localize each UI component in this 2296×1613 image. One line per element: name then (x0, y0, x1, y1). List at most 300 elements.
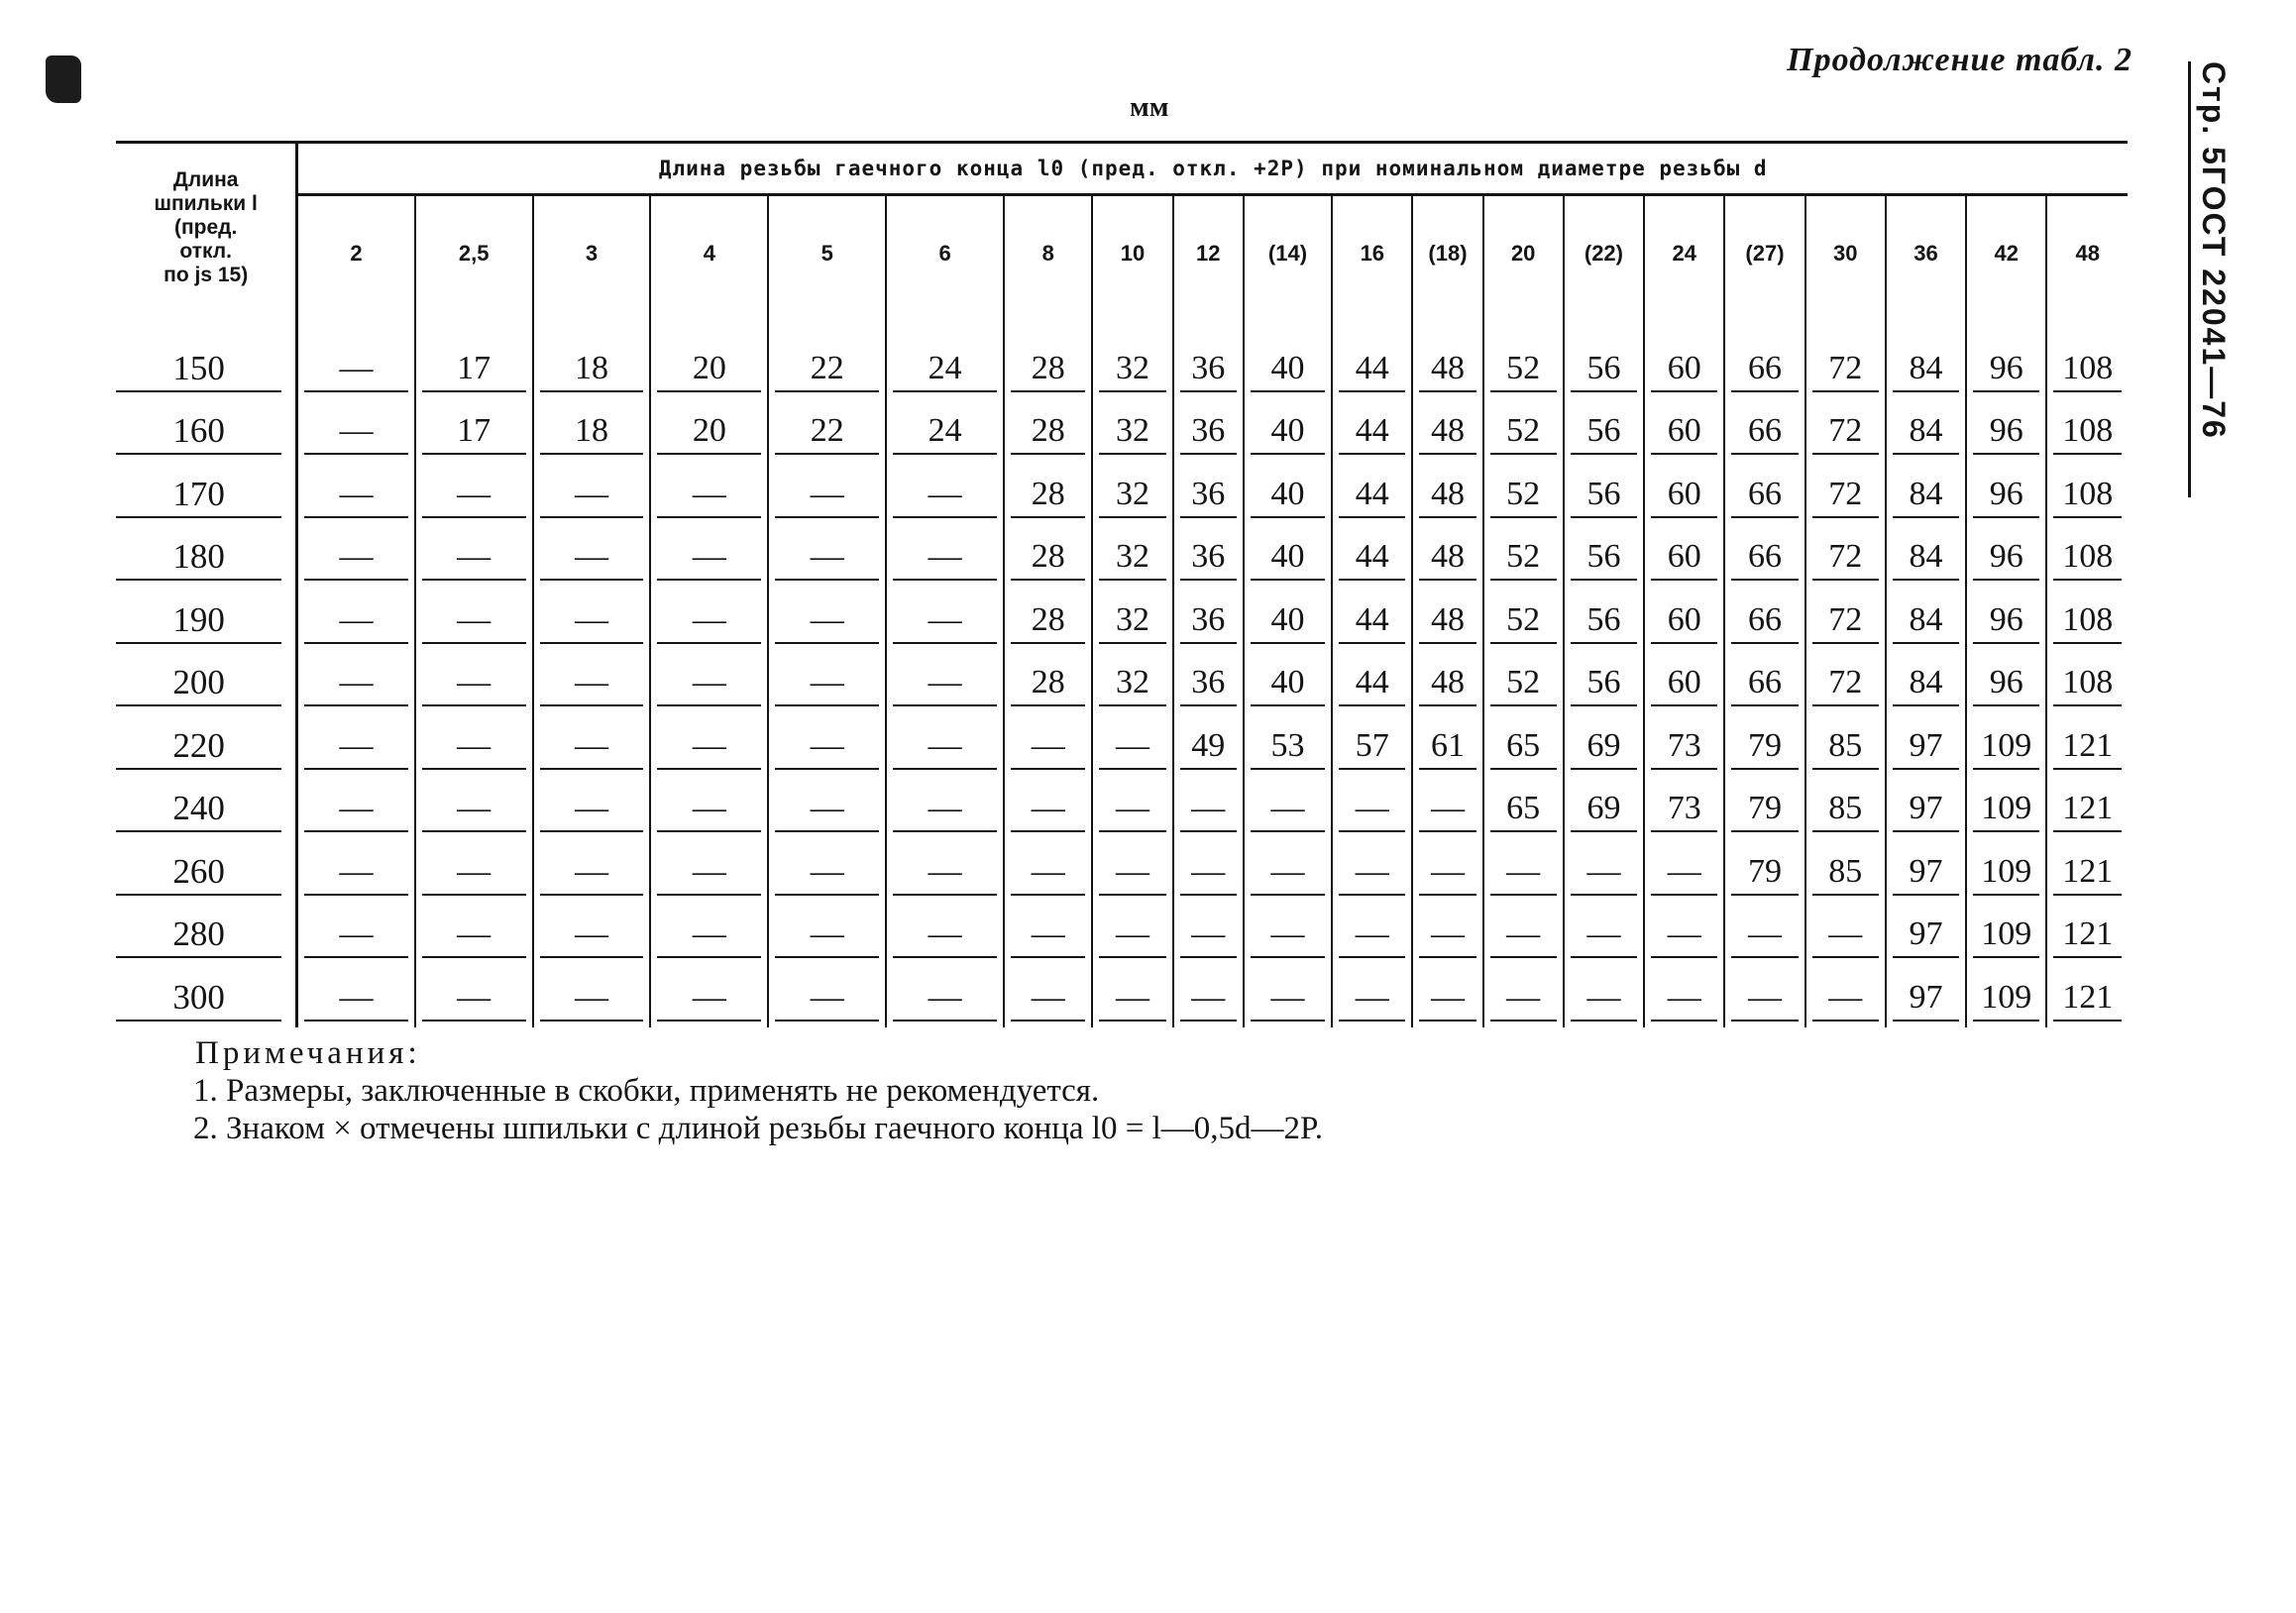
value-text: 28 (1011, 341, 1085, 392)
value-cell (1244, 335, 1332, 398)
value-text: 72 (1812, 341, 1879, 392)
value-text: 18 (540, 403, 644, 455)
value-cell (1886, 838, 1966, 902)
value-text: 121 (2053, 907, 2122, 958)
value-cell (1966, 902, 2046, 965)
diameter-header: 16 (1332, 195, 1412, 312)
length-cell (116, 902, 297, 965)
value-cell (768, 776, 886, 839)
value-cell (768, 902, 886, 965)
value-cell (886, 650, 1004, 713)
value-cell (1886, 587, 1966, 650)
value-text: 60 (1651, 467, 1717, 518)
value-cell (1724, 838, 1804, 902)
value-cell (1564, 712, 1644, 776)
value-text: 36 (1180, 592, 1237, 644)
value-cell (1244, 776, 1332, 839)
value-cell (1092, 524, 1172, 588)
value-cell (1886, 461, 1966, 524)
diameter-header: (22) (1564, 195, 1644, 312)
value-cell (1966, 838, 2046, 902)
value-cell (1483, 776, 1564, 839)
value-text: 40 (1251, 403, 1325, 455)
value-cell (650, 335, 768, 398)
value-cell (2046, 461, 2128, 524)
diameter-header: 4 (650, 195, 768, 312)
value-cell (1805, 902, 1886, 965)
value-text: 108 (2053, 403, 2122, 455)
value-cell (2046, 524, 2128, 588)
value-cell (2046, 902, 2128, 965)
table-row (116, 461, 2128, 524)
value-text: 32 (1099, 403, 1165, 455)
value-cell (1966, 524, 2046, 588)
diameter-header: 6 (886, 195, 1004, 312)
value-text: — (1251, 970, 1325, 1022)
value-text: 44 (1339, 529, 1405, 581)
value-text: — (657, 907, 761, 958)
value-text: 109 (1973, 718, 2039, 770)
value-text: 20 (657, 403, 761, 455)
diameter-header: 12 (1173, 195, 1244, 312)
value-cell (1173, 587, 1244, 650)
value-cell (1724, 712, 1804, 776)
length-value: 180 (116, 529, 281, 581)
value-text: — (1339, 781, 1405, 832)
value-cell (1805, 838, 1886, 902)
value-text: — (775, 970, 879, 1022)
value-text: 84 (1893, 403, 1959, 455)
diameter-header: 20 (1483, 195, 1564, 312)
value-cell (1332, 650, 1412, 713)
value-cell (1966, 650, 2046, 713)
value-cell (768, 524, 886, 588)
value-text: — (1251, 781, 1325, 832)
thread-length-header: Длина резьбы гаечного конца l0 (пред. откл. +2P) при номинальном диаметре резьбы d (297, 143, 2128, 195)
length-value: 190 (116, 592, 281, 644)
value-cell (886, 398, 1004, 462)
value-text: — (540, 655, 644, 706)
value-text: 96 (1973, 467, 2039, 518)
value-cell (1412, 335, 1482, 398)
value-text: — (657, 781, 761, 832)
table-row (116, 524, 2128, 588)
value-text: — (1011, 718, 1085, 770)
table-row (116, 838, 2128, 902)
value-cell (415, 461, 533, 524)
value-cell (1724, 335, 1804, 398)
value-text: — (540, 467, 644, 518)
value-text: 96 (1973, 655, 2039, 706)
value-cell (1092, 838, 1172, 902)
value-text: 52 (1490, 592, 1557, 644)
value-text: 22 (775, 403, 879, 455)
value-cell (1564, 461, 1644, 524)
value-text: 32 (1099, 655, 1165, 706)
value-text: 108 (2053, 467, 2122, 518)
value-cell (1004, 587, 1092, 650)
value-cell (2046, 838, 2128, 902)
value-cell (415, 776, 533, 839)
value-text: — (540, 844, 644, 896)
value-text: — (1419, 844, 1476, 896)
value-cell (1092, 902, 1172, 965)
value-text: 121 (2053, 718, 2122, 770)
value-cell (1412, 587, 1482, 650)
value-cell (1886, 902, 1966, 965)
value-text: 48 (1419, 341, 1476, 392)
value-text: — (540, 907, 644, 958)
value-cell (1244, 838, 1332, 902)
value-cell (1724, 964, 1804, 1027)
value-text: — (1731, 970, 1798, 1022)
length-header-line: (пред. (174, 215, 238, 239)
value-text: 96 (1973, 341, 2039, 392)
value-text: — (304, 592, 407, 644)
value-cell (650, 902, 768, 965)
value-text: 97 (1893, 907, 1959, 958)
value-text: 61 (1419, 718, 1476, 770)
value-text: — (657, 529, 761, 581)
value-text: 36 (1180, 403, 1237, 455)
value-cell (1332, 902, 1412, 965)
value-text: 60 (1651, 655, 1717, 706)
value-text: 28 (1011, 592, 1085, 644)
diameter-header: (18) (1412, 195, 1482, 312)
diameter-header: 5 (768, 195, 886, 312)
value-cell (533, 524, 651, 588)
length-value: 200 (116, 655, 281, 706)
value-text: 49 (1180, 718, 1237, 770)
value-text: 20 (657, 341, 761, 392)
value-cell (415, 587, 533, 650)
value-cell (1483, 902, 1564, 965)
value-text: — (657, 467, 761, 518)
value-text: — (422, 718, 526, 770)
value-text: 44 (1339, 655, 1405, 706)
value-text: 52 (1490, 529, 1557, 581)
value-cell (886, 461, 1004, 524)
value-text: — (1011, 907, 1085, 958)
length-cell (116, 712, 297, 776)
value-text: — (775, 718, 879, 770)
value-cell (1004, 335, 1092, 398)
value-text: — (422, 844, 526, 896)
length-value: 240 (116, 781, 281, 832)
value-text: 72 (1812, 592, 1879, 644)
value-cell (297, 776, 415, 839)
notes-title: Примечания: (195, 1035, 421, 1071)
value-cell (1092, 712, 1172, 776)
value-cell (533, 776, 651, 839)
value-text: — (304, 781, 407, 832)
value-cell (650, 838, 768, 902)
value-text: — (540, 718, 644, 770)
diameter-header: 2,5 (415, 195, 533, 312)
value-text: — (304, 844, 407, 896)
value-cell (768, 650, 886, 713)
value-cell (1644, 398, 1724, 462)
value-cell (297, 461, 415, 524)
value-cell (768, 964, 886, 1027)
value-text: 60 (1651, 592, 1717, 644)
value-text: 18 (540, 341, 644, 392)
side-header (2195, 61, 2232, 440)
value-text: 60 (1651, 341, 1717, 392)
value-text: 48 (1419, 403, 1476, 455)
value-cell (650, 964, 768, 1027)
length-value: 220 (116, 718, 281, 770)
value-cell (415, 964, 533, 1027)
continuation-title: Продолжение табл. 2 (1787, 42, 2132, 78)
value-cell (1244, 524, 1332, 588)
value-cell (1173, 335, 1244, 398)
value-text: — (540, 592, 644, 644)
value-cell (1483, 398, 1564, 462)
diameter-header: 2 (350, 241, 363, 266)
value-cell (1724, 524, 1804, 588)
value-cell (1092, 964, 1172, 1027)
value-cell (1092, 398, 1172, 462)
value-text: 72 (1812, 529, 1879, 581)
value-cell (1173, 776, 1244, 839)
value-text: 52 (1490, 341, 1557, 392)
value-text: 56 (1571, 341, 1637, 392)
value-text: — (1339, 907, 1405, 958)
value-cell (768, 587, 886, 650)
value-text: 84 (1893, 467, 1959, 518)
value-text: 32 (1099, 467, 1165, 518)
value-text: — (893, 529, 997, 581)
length-cell (116, 587, 297, 650)
value-text: — (1011, 781, 1085, 832)
value-cell (1173, 712, 1244, 776)
value-cell (1483, 838, 1564, 902)
value-cell (1805, 712, 1886, 776)
value-cell (1244, 902, 1332, 965)
value-text: — (304, 529, 407, 581)
value-cell (1644, 587, 1724, 650)
value-cell (1724, 398, 1804, 462)
value-text: — (304, 341, 407, 392)
value-cell (1644, 335, 1724, 398)
value-text: 36 (1180, 341, 1237, 392)
diameter-header: 10 (1092, 195, 1172, 312)
value-cell (1173, 964, 1244, 1027)
value-text: 17 (422, 341, 526, 392)
value-text: 17 (422, 403, 526, 455)
value-text: — (657, 970, 761, 1022)
value-cell (1412, 461, 1482, 524)
value-text: — (1180, 907, 1237, 958)
value-cell (1092, 335, 1172, 398)
value-cell (1332, 461, 1412, 524)
value-text: 40 (1251, 592, 1325, 644)
value-text: — (1571, 844, 1637, 896)
value-cell (650, 587, 768, 650)
value-cell (533, 398, 651, 462)
value-text: 40 (1251, 467, 1325, 518)
value-text: — (1099, 781, 1165, 832)
value-cell (533, 587, 651, 650)
value-cell (533, 712, 651, 776)
value-text: 60 (1651, 529, 1717, 581)
value-text: — (657, 592, 761, 644)
value-text: 24 (893, 341, 997, 392)
value-text: — (1419, 781, 1476, 832)
value-text: 48 (1419, 529, 1476, 581)
value-text: — (1011, 970, 1085, 1022)
value-cell (1004, 524, 1092, 588)
value-text: 36 (1180, 467, 1237, 518)
value-text: 121 (2053, 781, 2122, 832)
length-header-line: шпильки l (154, 191, 258, 215)
value-cell (1412, 398, 1482, 462)
value-text: — (1011, 844, 1085, 896)
value-text: 36 (1180, 655, 1237, 706)
value-cell (650, 461, 768, 524)
value-text: 79 (1731, 718, 1798, 770)
value-text: — (304, 467, 407, 518)
value-cell (1564, 398, 1644, 462)
value-cell (1724, 902, 1804, 965)
value-text: — (1099, 970, 1165, 1022)
value-text: — (1419, 970, 1476, 1022)
value-text: 44 (1339, 592, 1405, 644)
value-text: — (1571, 907, 1637, 958)
value-cell (415, 902, 533, 965)
value-cell (533, 335, 651, 398)
value-cell (1244, 650, 1332, 713)
value-text: 66 (1731, 592, 1798, 644)
value-cell (1724, 776, 1804, 839)
value-text: 52 (1490, 403, 1557, 455)
value-text: 66 (1731, 529, 1798, 581)
value-cell (1644, 776, 1724, 839)
length-column-header (116, 143, 297, 312)
value-text: 57 (1339, 718, 1405, 770)
length-cell (116, 964, 297, 1027)
value-text: — (422, 529, 526, 581)
value-text: 79 (1731, 781, 1798, 832)
value-text: 109 (1973, 970, 2039, 1022)
length-header-line: Длина (172, 167, 239, 191)
value-cell (1483, 650, 1564, 713)
note-item: 1. Размеры, заключенные в скобки, применять не рекомендуется. (193, 1073, 1100, 1109)
value-text: 66 (1731, 403, 1798, 455)
value-cell (1886, 776, 1966, 839)
value-cell (768, 838, 886, 902)
value-cell (2046, 587, 2128, 650)
value-cell (415, 838, 533, 902)
value-text: 109 (1973, 907, 2039, 958)
length-value: 280 (116, 907, 281, 958)
value-text: — (1490, 907, 1557, 958)
value-cell (2046, 776, 2128, 839)
diameter-header: (14) (1244, 195, 1332, 312)
value-cell (1004, 838, 1092, 902)
value-cell (1805, 524, 1886, 588)
value-cell (1483, 712, 1564, 776)
value-cell (1564, 650, 1644, 713)
value-text: — (304, 970, 407, 1022)
value-cell (1805, 964, 1886, 1027)
value-cell (1332, 776, 1412, 839)
value-cell (533, 838, 651, 902)
value-text: 96 (1973, 403, 2039, 455)
value-cell (1966, 398, 2046, 462)
notes (195, 1034, 1323, 1147)
value-text: 52 (1490, 467, 1557, 518)
value-text: — (1490, 844, 1557, 896)
length-value: 260 (116, 844, 281, 896)
value-text: 72 (1812, 655, 1879, 706)
value-text: 44 (1339, 341, 1405, 392)
value-cell (886, 587, 1004, 650)
page-number-mark (46, 55, 81, 103)
value-text: 65 (1490, 718, 1557, 770)
value-cell (1004, 776, 1092, 839)
value-text: — (540, 529, 644, 581)
value-cell (886, 776, 1004, 839)
value-text: — (1099, 844, 1165, 896)
value-text: 84 (1893, 529, 1959, 581)
value-cell (650, 712, 768, 776)
length-cell (116, 461, 297, 524)
value-cell (1483, 524, 1564, 588)
value-cell (1173, 838, 1244, 902)
value-cell (1412, 964, 1482, 1027)
value-cell (1483, 461, 1564, 524)
value-text: 84 (1893, 341, 1959, 392)
table-row (116, 587, 2128, 650)
length-cell (116, 335, 297, 398)
value-text: 108 (2053, 341, 2122, 392)
value-cell (1483, 964, 1564, 1027)
value-cell (2046, 964, 2128, 1027)
value-text: — (1812, 907, 1879, 958)
value-cell (297, 964, 415, 1027)
value-text: — (1339, 844, 1405, 896)
value-cell (1966, 335, 2046, 398)
value-cell (1332, 524, 1412, 588)
value-cell (1644, 650, 1724, 713)
value-text: — (1490, 970, 1557, 1022)
value-text: 72 (1812, 403, 1879, 455)
value-text: — (304, 403, 407, 455)
value-text: — (775, 529, 879, 581)
value-text: — (1251, 844, 1325, 896)
value-text: 66 (1731, 467, 1798, 518)
value-text: — (1251, 907, 1325, 958)
value-text: 121 (2053, 844, 2122, 896)
value-cell (1805, 461, 1886, 524)
table-row (116, 335, 2128, 398)
value-text: 32 (1099, 529, 1165, 581)
value-text: 48 (1419, 592, 1476, 644)
value-cell (1644, 461, 1724, 524)
table-row (116, 650, 2128, 713)
value-text: — (893, 467, 997, 518)
value-text: 44 (1339, 403, 1405, 455)
value-cell (1564, 902, 1644, 965)
value-cell (886, 902, 1004, 965)
value-cell (1244, 461, 1332, 524)
value-cell (1805, 776, 1886, 839)
value-cell (1805, 335, 1886, 398)
diameter-header: 36 (1886, 195, 1966, 312)
value-text: 56 (1571, 529, 1637, 581)
